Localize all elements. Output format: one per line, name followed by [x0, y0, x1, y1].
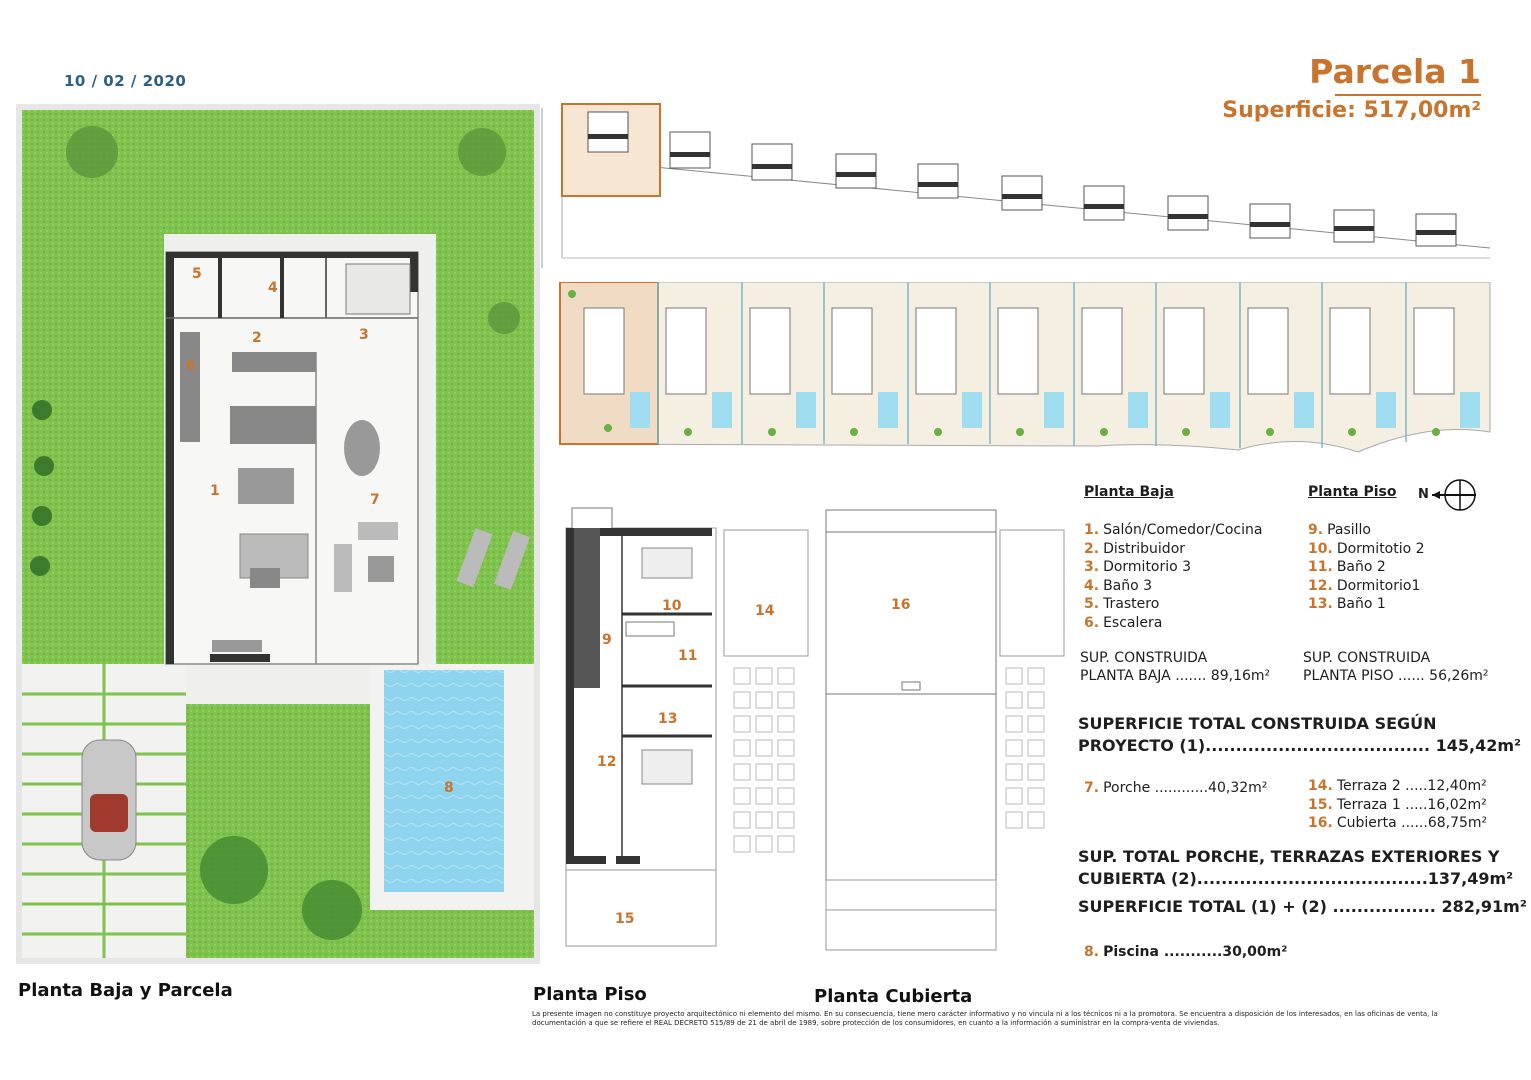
room-number-5: 5: [192, 266, 202, 282]
room-number-14: 14: [755, 603, 775, 619]
legend-item-3: 3. Dormitorio 3: [1084, 559, 1192, 575]
car-icon: [82, 740, 136, 860]
sup-floor-line-1: SUP. CONSTRUIDA: [1303, 650, 1431, 666]
room-number-11: 11: [678, 648, 698, 664]
total-exterior-line-2: CUBIERTA (2)......................................137,49m²: [1078, 869, 1514, 888]
room-number-16: 16: [891, 597, 911, 613]
ground-floor-label: Planta Baja y Parcela: [18, 980, 233, 1001]
legend-item-9: 9. Pasillo: [1308, 522, 1371, 538]
room-number-10: 10: [662, 598, 682, 614]
legend-item-4: 4. Baño 3: [1084, 577, 1153, 594]
grand-total: SUPERFICIE TOTAL (1) + (2) ................. 282,91m²: [1078, 897, 1527, 916]
upper-floor-plan: [562, 504, 722, 954]
upper-floor-label: Planta Piso: [533, 984, 647, 1005]
legend-floor-list: [1308, 521, 1425, 614]
legend-item-15: 15. Terraza 1 .....16,02m²: [1308, 796, 1487, 813]
total-exterior-line-1: SUP. TOTAL PORCHE, TERRAZAS EXTERIORES Y: [1078, 847, 1500, 866]
total-built-line-2: PROYECTO (1)..................................... 145,42m²: [1078, 736, 1522, 755]
compass-icon: [1432, 478, 1478, 512]
sup-ground-line-1: SUP. CONSTRUIDA: [1080, 650, 1208, 666]
room-number-9: 9: [602, 632, 612, 648]
legend-item-12: 12. Dormitorio1: [1308, 577, 1421, 594]
legend-ground-list: [1084, 521, 1262, 632]
disclaimer: La presente imagen no constituye proyecto arquitectónico ni elemento del mismo. En su consecuencia, tiene mero carácter informativo y no vincula ni a los técnicos ni a la promotora. Se encuentra a disposición de los interesados, en las oficinas de venta, la documentación a que se refiere el REAL DECRETO 515/89 de 21 de abril de 1989, sobre protección de los consumidores, en cuanto a la información a suministrar en la compra-venta de viviendas.: [532, 1010, 1438, 1027]
total-exterior: [1078, 846, 1513, 890]
total-built: [1078, 713, 1521, 757]
legend-porch: 7. Porche ............40,32m²: [1084, 780, 1268, 796]
legend-item-10: 10. Dormitotio 2: [1308, 540, 1425, 557]
legend-ground-heading: Planta Baja: [1084, 484, 1174, 500]
site-elevation: [540, 98, 1500, 268]
site-plan: [558, 282, 1494, 462]
ground-floor-plan: [16, 104, 540, 964]
room-number-1: 1: [210, 483, 220, 499]
legend-item-14: 14. Terraza 2 .....12,40m²: [1308, 778, 1487, 794]
roof-plan: [722, 508, 1070, 958]
plot-title: Parcela 1: [1309, 52, 1481, 91]
room-number-15: 15: [615, 911, 635, 927]
room-number-3: 3: [359, 327, 369, 343]
legend-item-1: 1. Salón/Comedor/Cocina: [1084, 522, 1263, 538]
legend-pool: 8. Piscina ...........30,00m²: [1084, 944, 1288, 960]
legend-item-5: 5. Trastero: [1084, 596, 1160, 612]
room-number-7: 7: [370, 492, 380, 508]
compass: [1418, 478, 1478, 512]
room-number-2: 2: [252, 330, 262, 346]
legend-item-2: 2. Distribuidor: [1084, 540, 1186, 557]
title-underline: [1335, 94, 1481, 96]
plot-area: Superficie: 517,00m²: [1222, 98, 1481, 123]
sup-ground-line-2: PLANTA BAJA ....... 89,16m²: [1080, 668, 1271, 684]
room-number-12: 12: [597, 754, 617, 770]
sup-floor-line-2: PLANTA PISO ...... 56,26m²: [1303, 668, 1489, 684]
legend-item-13: 13. Baño 1: [1308, 596, 1386, 612]
compass-north-label: N: [1418, 487, 1429, 502]
sup-ground: [1080, 649, 1270, 685]
room-number-6: 6: [186, 358, 196, 374]
room-number-4: 4: [268, 280, 278, 296]
room-number-8: 8: [444, 780, 454, 796]
room-number-13: 13: [658, 711, 678, 727]
legend-terraces: [1308, 777, 1487, 833]
legend-item-16: 16. Cubierta ......68,75m²: [1308, 815, 1488, 831]
legend-item-6: 6. Escalera: [1084, 614, 1163, 631]
sup-floor: [1303, 649, 1489, 685]
legend-item-11: 11. Baño 2: [1308, 559, 1386, 575]
total-built-line-1: SUPERFICIE TOTAL CONSTRUIDA SEGÚN: [1078, 714, 1437, 733]
roof-label: Planta Cubierta: [814, 986, 973, 1007]
legend-floor-heading: Planta Piso: [1308, 484, 1397, 500]
date-label: 10 / 02 / 2020: [64, 72, 187, 90]
